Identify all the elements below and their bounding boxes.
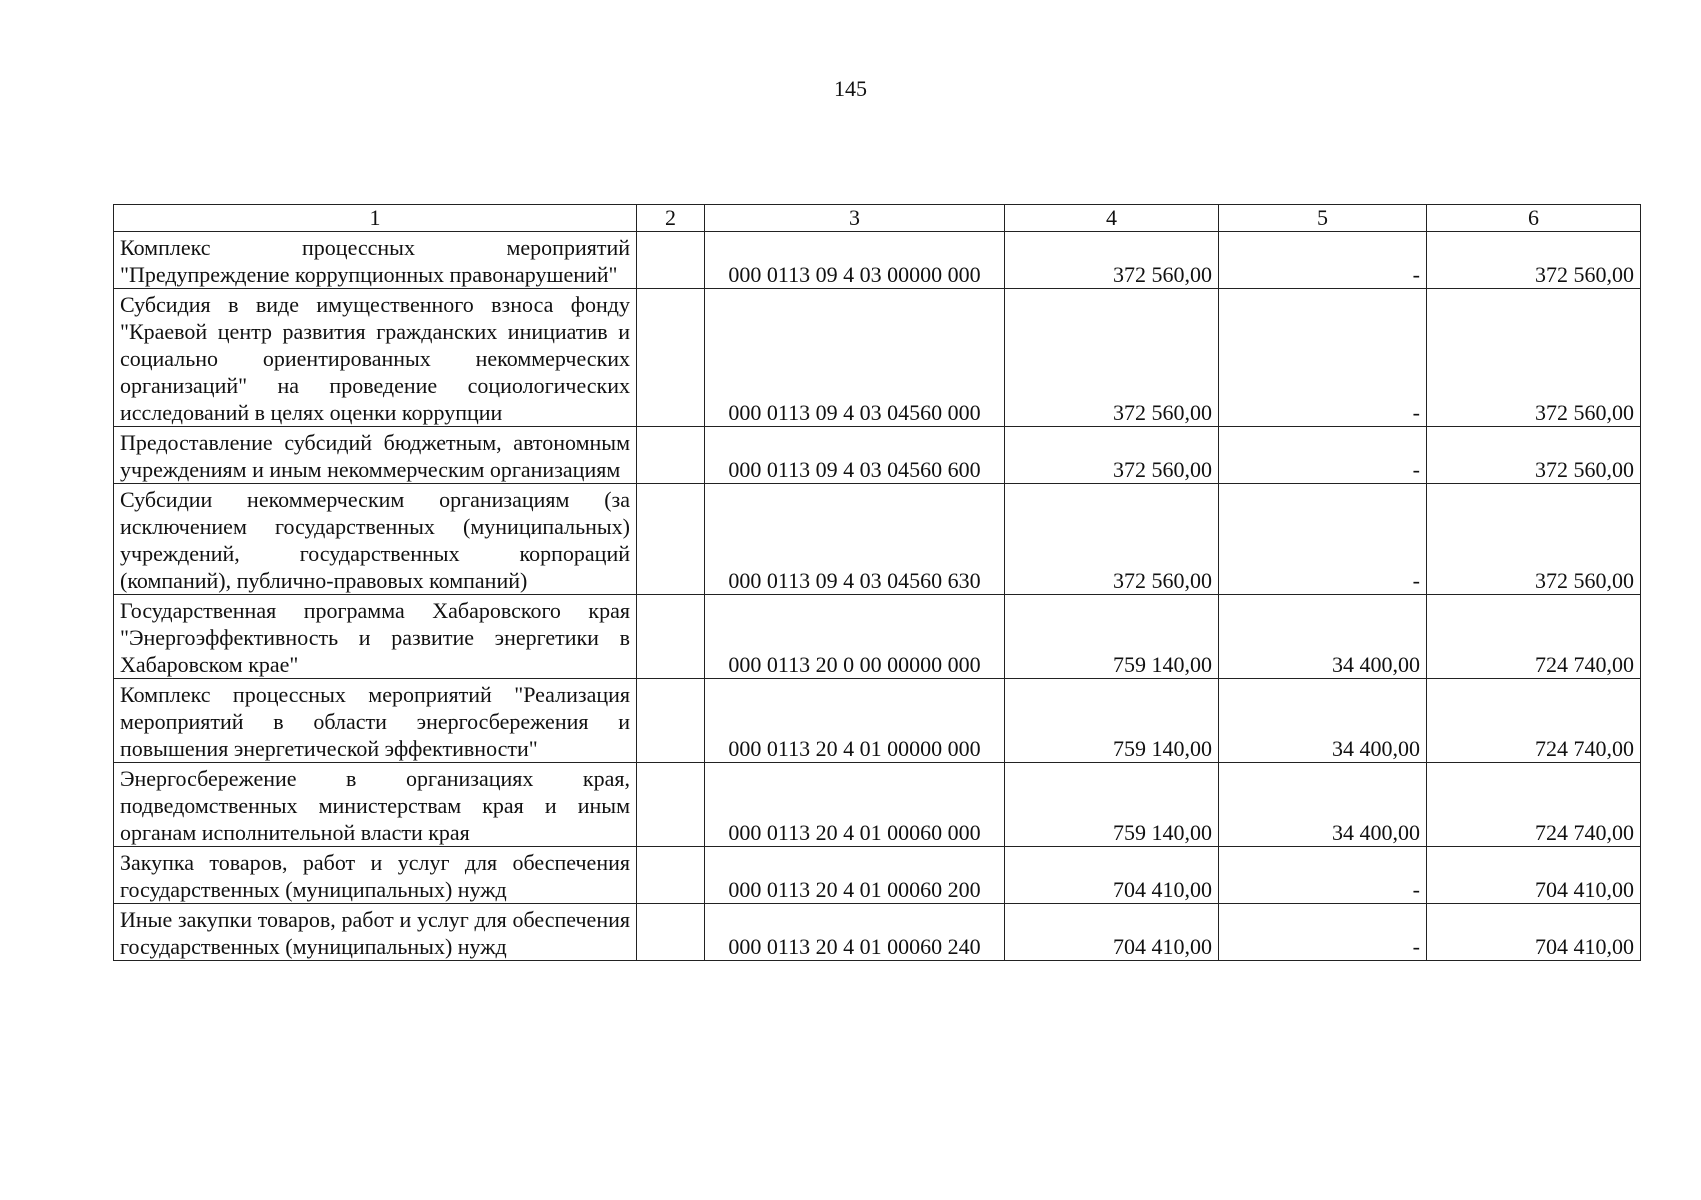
row-col6-cell: 724 740,00 <box>1427 679 1641 763</box>
row-col6-cell: 704 410,00 <box>1427 847 1641 904</box>
row-col6-cell: 372 560,00 <box>1427 232 1641 289</box>
row-code-cell: 000 0113 09 4 03 00000 000 <box>705 232 1005 289</box>
row-col4-cell: 759 140,00 <box>1005 763 1219 847</box>
column-header: 3 <box>705 205 1005 232</box>
row-col4-cell: 372 560,00 <box>1005 427 1219 484</box>
row-name: Иные закупки товаров, работ и услуг для обеспечения государственных (муниципальных) нужд <box>120 907 630 959</box>
table-row <box>114 427 1641 484</box>
row-col5-cell: - <box>1219 904 1427 961</box>
table-row <box>114 484 1641 595</box>
column-header: 2 <box>637 205 705 232</box>
page-number: 145 <box>834 76 867 101</box>
table-row <box>114 763 1641 847</box>
row-col5-cell: - <box>1219 847 1427 904</box>
row-name: Предоставление субсидий бюджетным, автономным учреждениям и иным некоммерческим организациям <box>120 430 630 482</box>
row-col2-cell <box>637 427 705 484</box>
row-name-cell <box>114 595 637 679</box>
row-col6-cell: 372 560,00 <box>1427 427 1641 484</box>
row-code-cell: 000 0113 20 4 01 00060 000 <box>705 763 1005 847</box>
column-header: 1 <box>114 205 637 232</box>
row-col2-cell <box>637 484 705 595</box>
table-row <box>114 595 1641 679</box>
row-code-cell: 000 0113 09 4 03 04560 630 <box>705 484 1005 595</box>
table-header-row <box>114 205 1641 232</box>
row-col4-cell: 372 560,00 <box>1005 232 1219 289</box>
row-col2-cell <box>637 679 705 763</box>
row-col6-cell: 372 560,00 <box>1427 484 1641 595</box>
row-name: Субсидия в виде имущественного взноса фонду "Краевой центр развития гражданских инициатив и социально ориентированных некоммерческих организаций" на проведение социологических исследований в целях оценки коррупции <box>120 292 630 425</box>
row-col4-cell: 704 410,00 <box>1005 847 1219 904</box>
row-col4-cell: 372 560,00 <box>1005 289 1219 427</box>
row-code-cell: 000 0113 20 4 01 00000 000 <box>705 679 1005 763</box>
row-code-cell: 000 0113 09 4 03 04560 600 <box>705 427 1005 484</box>
row-col4-cell: 759 140,00 <box>1005 679 1219 763</box>
row-col5-cell: - <box>1219 484 1427 595</box>
row-col5-cell: - <box>1219 427 1427 484</box>
row-name-cell <box>114 904 637 961</box>
column-header: 6 <box>1427 205 1641 232</box>
row-col5-cell: - <box>1219 232 1427 289</box>
row-col5-cell: 34 400,00 <box>1219 595 1427 679</box>
row-col2-cell <box>637 232 705 289</box>
row-col5-cell: 34 400,00 <box>1219 679 1427 763</box>
row-col6-cell: 724 740,00 <box>1427 595 1641 679</box>
row-name: Закупка товаров, работ и услуг для обеспечения государственных (муниципальных) нужд <box>120 850 630 902</box>
row-code-cell: 000 0113 20 4 01 00060 240 <box>705 904 1005 961</box>
row-col6-cell: 704 410,00 <box>1427 904 1641 961</box>
row-name-cell <box>114 484 637 595</box>
row-name-cell <box>114 847 637 904</box>
table-row <box>114 847 1641 904</box>
row-col2-cell <box>637 763 705 847</box>
row-col5-cell: 34 400,00 <box>1219 763 1427 847</box>
row-col4-cell: 372 560,00 <box>1005 484 1219 595</box>
budget-table <box>113 204 1641 961</box>
row-col2-cell <box>637 847 705 904</box>
row-code-cell: 000 0113 20 4 01 00060 200 <box>705 847 1005 904</box>
row-name-cell <box>114 763 637 847</box>
table-row <box>114 679 1641 763</box>
row-name: Государственная программа Хабаровского края "Энергоэффективность и развитие энергетики в Хабаровском крае" <box>120 598 630 677</box>
column-header: 5 <box>1219 205 1427 232</box>
row-name: Субсидии некоммерческим организациям (за исключением государственных (муниципальных) учреждений, государственных корпораций (компаний), публично-правовых компаний) <box>120 487 630 593</box>
row-col2-cell <box>637 289 705 427</box>
row-col4-cell: 759 140,00 <box>1005 595 1219 679</box>
column-header: 4 <box>1005 205 1219 232</box>
table-row <box>114 904 1641 961</box>
row-name: Комплекс процессных мероприятий "Реализация мероприятий в области энергосбережения и повышения энергетической эффективности" <box>120 682 630 761</box>
row-col6-cell: 372 560,00 <box>1427 289 1641 427</box>
table-row <box>114 289 1641 427</box>
row-col4-cell: 704 410,00 <box>1005 904 1219 961</box>
row-code-cell: 000 0113 09 4 03 04560 000 <box>705 289 1005 427</box>
table-row <box>114 232 1641 289</box>
row-name-cell <box>114 289 637 427</box>
row-name-cell <box>114 232 637 289</box>
row-code-cell: 000 0113 20 0 00 00000 000 <box>705 595 1005 679</box>
row-col6-cell: 724 740,00 <box>1427 763 1641 847</box>
row-name-cell <box>114 679 637 763</box>
row-col2-cell <box>637 595 705 679</box>
row-name: Энергосбережение в организациях края, подведомственных министерствам края и иным органам исполнительной власти края <box>120 766 630 845</box>
row-col2-cell <box>637 904 705 961</box>
row-col5-cell: - <box>1219 289 1427 427</box>
row-name-cell <box>114 427 637 484</box>
row-name: Комплекс процессных мероприятий "Предупреждение коррупционных правонарушений" <box>120 235 630 287</box>
